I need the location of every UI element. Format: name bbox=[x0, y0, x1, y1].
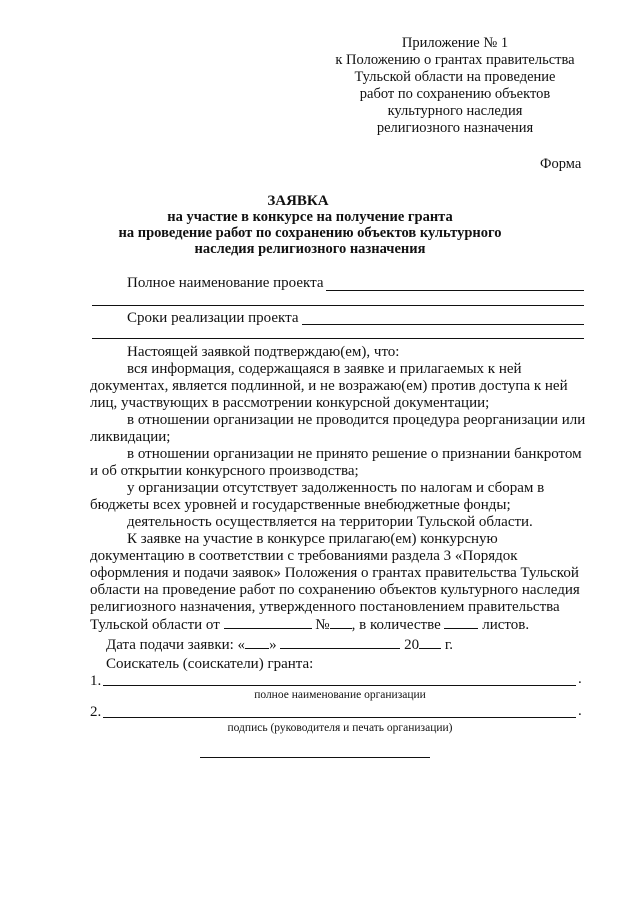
applicant-2-dot: . bbox=[578, 703, 582, 719]
resolution-line bbox=[90, 616, 529, 634]
project-name-label: Полное наименование проекта bbox=[127, 275, 324, 291]
sheets-count-label: , в количестве bbox=[351, 617, 441, 633]
appendix-line: Тульской области на проведение bbox=[354, 69, 556, 85]
applicant-1-number: 1. bbox=[90, 673, 102, 689]
form-label: Форма bbox=[540, 156, 582, 172]
appendix-header bbox=[330, 35, 580, 137]
submission-date-line bbox=[106, 636, 453, 654]
attachment-line: документацию в соответствии с требованиями раздела 3 «Порядок bbox=[90, 548, 518, 564]
month-blank bbox=[280, 636, 400, 649]
project-term-blank bbox=[302, 324, 584, 325]
resolution-number-blank bbox=[330, 616, 352, 629]
appendix-line: религиозного назначения bbox=[376, 120, 534, 136]
project-term-blank-2 bbox=[92, 338, 584, 339]
appendix-line: Приложение № 1 bbox=[401, 35, 509, 51]
year-blank bbox=[419, 636, 441, 649]
sheets-label: листов. bbox=[482, 617, 530, 633]
project-name-blank-2 bbox=[92, 305, 584, 306]
project-name-blank bbox=[326, 290, 584, 291]
clause-4-line: бюджеты всех уровней и государственные внебюджетные фонды; bbox=[90, 497, 511, 513]
appendix-line: культурного наследия bbox=[387, 103, 523, 119]
sheets-count-blank bbox=[444, 616, 478, 629]
attachment-line: области на проведение работ по сохранению объектов культурного наследия bbox=[90, 582, 580, 598]
resolution-label: Тульской области от bbox=[90, 617, 220, 633]
signature-line bbox=[200, 757, 430, 758]
quote-close: » bbox=[269, 637, 277, 653]
title-subline-2: на проведение работ по сохранению объектов культурного bbox=[118, 225, 502, 241]
applicant-1-dot: . bbox=[578, 671, 582, 687]
clause-5-line: деятельность осуществляется на территории Тульской области. bbox=[127, 514, 533, 530]
attachment-line: религиозного назначения, утвержденного постановлением правительства bbox=[90, 599, 560, 615]
confirm-intro: Настоящей заявкой подтверждаю(ем), что: bbox=[127, 344, 400, 360]
project-term-label: Сроки реализации проекта bbox=[127, 310, 299, 326]
resolution-date-blank bbox=[224, 616, 312, 629]
appendix-line: работ по сохранению объектов bbox=[359, 86, 551, 102]
clause-2-line: ликвидации; bbox=[90, 429, 171, 445]
clause-2-line: в отношении организации не проводится процедура реорганизации или bbox=[127, 412, 586, 428]
document-title: ЗАЯВКА bbox=[267, 193, 329, 209]
clause-3-line: и об открытии конкурсного производства; bbox=[90, 463, 359, 479]
attachment-line: оформления и подачи заявок» Положения о грантах правительства Тульской bbox=[90, 565, 579, 581]
resolution-number-label: № bbox=[315, 617, 330, 633]
clause-1-line: документах, является подлинной, и не возражаю(ем) против доступа к ней bbox=[90, 378, 568, 394]
attachment-line: К заявке на участие в конкурсе прилагаю(ем) конкурсную bbox=[127, 531, 498, 547]
clause-1-line: лиц, участвующих в рассмотрении конкурсной документации; bbox=[90, 395, 490, 411]
appendix-line: к Положению о грантах правительства bbox=[335, 52, 575, 68]
applicant-label: Соискатель (соискатели) гранта: bbox=[106, 656, 314, 672]
clause-4-line: у организации отсутствует задолженность по налогам и сборам в bbox=[127, 480, 545, 496]
clause-3-line: в отношении организации не принято решение о признании банкротом bbox=[127, 446, 582, 462]
applicant-1-caption: полное наименование организации bbox=[254, 689, 426, 701]
title-subline-1: на участие в конкурсе на получение гранта bbox=[167, 209, 453, 225]
submission-date-label: Дата подачи заявки: « bbox=[106, 637, 246, 653]
year-suffix: г. bbox=[444, 637, 454, 653]
applicant-2-caption: подпись (руководителя и печать организации) bbox=[227, 722, 453, 734]
year-prefix: 20 bbox=[404, 637, 420, 653]
applicant-2-number: 2. bbox=[90, 704, 102, 720]
applicant-1-blank bbox=[103, 685, 576, 686]
clause-1-line: вся информация, содержащаяся в заявке и прилагаемых к ней bbox=[127, 361, 522, 377]
applicant-2-blank bbox=[103, 717, 576, 718]
title-subline-3: наследия религиозного назначения bbox=[194, 241, 426, 257]
day-blank bbox=[245, 636, 269, 649]
